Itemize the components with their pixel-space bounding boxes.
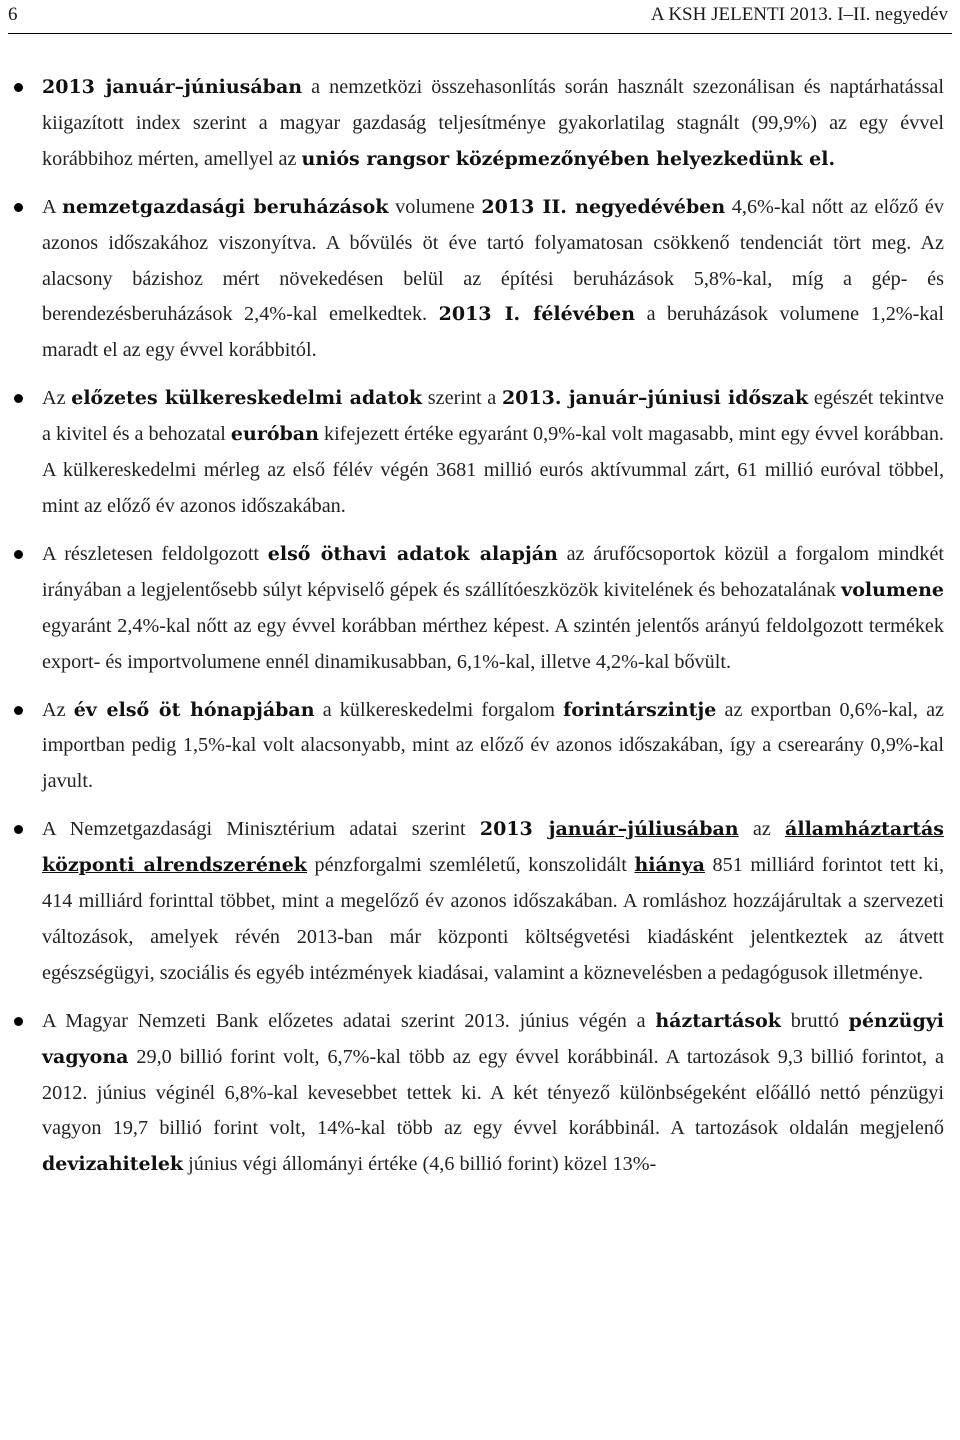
header-rule: [8, 33, 952, 34]
bullet-households: [42, 1004, 944, 1184]
emphasis-bold: euróban: [230, 423, 319, 446]
emphasis-bold: 2013. január–júniusi időszak: [501, 387, 809, 410]
emphasis-underlined: államháztartás központi alrendszerének: [42, 818, 945, 877]
emphasis-bold: nemzetgazdasági beruházások: [62, 195, 389, 218]
emphasis-bold: uniós rangsor középmezőnyében helyezkedünk el.: [301, 147, 836, 170]
bullet-dot: [14, 203, 23, 212]
emphasis-underlined: január–júliusában: [548, 818, 739, 841]
emphasis-bold: pénzügyi vagyona: [42, 1009, 944, 1068]
emphasis-bold: devizahitelek: [42, 1153, 184, 1176]
emphasis-bold: háztartások: [655, 1009, 781, 1032]
bullet-dot: [14, 550, 23, 559]
emphasis-bold: év első öt hónapjában: [73, 698, 315, 721]
emphasis-bold: 2013 I. félévében: [438, 303, 636, 326]
bullet-text: A Nemzetgazdasági Minisztérium adatai szerint 2013 január–júliusában az államháztartás központi alrendszerének pénzforgalmi szemléletű, konszolidált hiánya 851 milliárd forintot tett ki, 414 milliárd forinttal többet, mint a megelőző év azonos időszakában. A romláshoz hozzájárultak a szervezeti változások, amelyek révén 2013-ban már központi költségvetési kiadásként jelentkeztek az átvett egészségügyi, szociális és egyéb intézmények kiadásai, valamint a köznevelésben a pedagógusok illetménye.: [42, 818, 945, 984]
bullet-text: 2013 január–júniusában a nemzetközi összehasonlítás során használt szezonálisan és naptárhatással kiigazított index szerint a magyar gazdaság teljesítménye gyakorlatilag stagnált (99,9%) az egy évvel korábbihoz mérten, amellyel az uniós rangsor középmezőnyében helyezkedünk el.: [42, 76, 944, 170]
bullet-forint-prices: [42, 693, 944, 801]
running-head: A KSH JELENTI 2013. I–II. negyedév: [650, 4, 948, 25]
bullet-dot: [14, 83, 23, 92]
emphasis-bold: 2013: [479, 818, 549, 841]
bullet-dot: [14, 706, 23, 715]
emphasis-bold: 2013 január–júniusában: [42, 76, 303, 98]
page-number: 6: [8, 4, 18, 25]
bullet-budget: [42, 812, 944, 992]
bullet-list: [0, 70, 960, 1195]
emphasis-bold: volumene: [841, 578, 944, 601]
bullet-investment: [42, 190, 944, 370]
bullet-dot: [14, 1017, 23, 1026]
bullet-text: A részletesen feldolgozott első öthavi adatok alapján az árufőcsoportok közül a forgalom mindkét irányában a legjelentősebb súlyt képviselő gépek és szállítóeszközök kivitelének és behozatalának volumene egyaránt 2,4%-kal nőtt az egy évvel korábban mérthez képest. A szintén jelentős arányú feldolgozott termékek export- és importvolumene ennél dinamikusabban, 6,1%-kal, illetve 4,2%-kal bővült.: [42, 542, 945, 673]
bullet-dot: [14, 394, 23, 403]
bullet-text: A Magyar Nemzeti Bank előzetes adatai szerint 2013. június végén a háztartások bruttó pénzügyi vagyona 29,0 billió forint volt, 6,7%-kal több az egy évvel korábbinál. A tartozások 9,3 billió forintot, a 2012. június véginél 6,8%-kal kevesebbet tettek ki. A két tényező különbségeként előálló nettó pénzügyi vagyon 19,7 billió forint volt, 14%-kal több az egy évvel korábbinál. A tartozások oldalán megjelenő devizahitelek június végi állományi értéke (4,6 billió forint) közel 13%-: [42, 1009, 944, 1176]
bullet-product-groups: [42, 537, 944, 681]
bullet-foreign-trade: [42, 381, 944, 525]
bullet-dot: [14, 825, 23, 834]
emphasis-bold: forintárszintje: [563, 698, 717, 721]
bullet-gdp: [42, 70, 944, 178]
page-header: [0, 0, 960, 36]
emphasis-bold: előzetes külkereskedelmi adatok: [71, 387, 423, 410]
emphasis-underlined: hiánya: [634, 854, 705, 877]
emphasis-bold: első öthavi adatok alapján: [267, 542, 558, 565]
emphasis-bold: 2013 II. negyedévében: [481, 195, 726, 218]
bullet-text: A nemzetgazdasági beruházások volumene 2013 II. negyedévében 4,6%-kal nőtt az előző év azonos időszakához viszonyítva. A bővülés öt éve tartó folyamatosan csökkenő tendenciát tört meg. Az alacsony bázishoz mért növekedésen belül az építési beruházások 5,8%-kal, míg a gép- és berendezésberuházások 2,4%-kal emelkedtek. 2013 I. félévében a beruházások volumene 1,2%-kal maradt el az egy évvel korábbitól.: [42, 195, 945, 362]
bullet-text: Az előzetes külkereskedelmi adatok szerint a 2013. január–júniusi időszak egészét tekintve a kivitel és a behozatal euróban kifejezett értéke egyaránt 0,9%-kal volt magasabb, mint egy évvel korábban. A külkereskedelmi mérleg az első félév végén 3681 millió eurós aktívummal zárt, 61 millió euróval többel, mint az előző év azonos időszakában.: [42, 387, 944, 517]
bullet-text: Az év első öt hónapjában a külkereskedelmi forgalom forintárszintje az exportban 0,6%-kal, az importban pedig 1,5%-kal volt alacsonyabb, mint az előző év azonos időszakában, így a cserearány 0,9%-kal javult.: [42, 698, 944, 793]
